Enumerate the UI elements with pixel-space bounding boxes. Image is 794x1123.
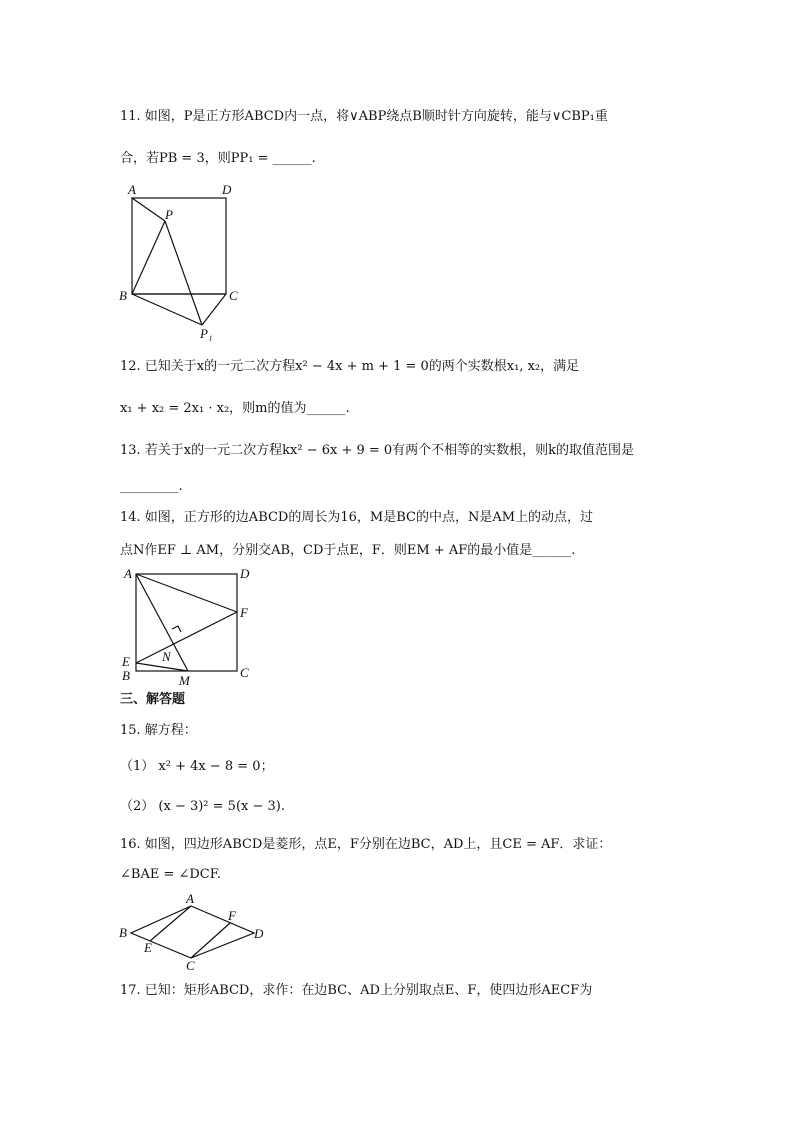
q16-label-F: F <box>228 908 236 923</box>
q13-line1: 13. 若关于x的一元二次方程kx² − 6x + 9 = 0有两个不相等的实数根，则k的取值范围是 <box>120 443 635 458</box>
q15-title: 15. 解方程： <box>120 723 197 738</box>
q11-label-A: A <box>128 182 136 197</box>
section-heading: 三、解答题 <box>120 692 186 707</box>
q11-label-P1: P₁ <box>200 326 213 341</box>
q15-part1: （1） x² + 4x − 8 = 0； <box>120 759 274 774</box>
q11-line1: 11. 如图，P是正方形ABCD内一点，将∨ABP绕点B顺时针方向旋转，能与∨CBP₁重 <box>120 109 608 124</box>
q16-label-D: D <box>254 926 264 941</box>
q14-label-E: E <box>122 654 130 669</box>
q14-label-B: B <box>122 668 130 683</box>
q14-label-F: F <box>240 605 248 620</box>
q14-figure <box>115 562 265 690</box>
q14-line2: 点N作EF ⊥ AM，分别交AB，CD于点E，F．则EM + AF的最小值是______. <box>120 543 576 558</box>
q11-label-B: B <box>119 288 127 303</box>
q15-part2: （2） (x − 3)² = 5(x − 3). <box>120 799 285 814</box>
q16-label-A: A <box>186 891 194 906</box>
q12-line2: x₁ + x₂ = 2x₁ · x₂，则m的值为______. <box>120 401 350 416</box>
q13-line2: _________. <box>120 479 183 494</box>
q11-label-P: P <box>165 207 173 222</box>
q14-line1: 14. 如图，正方形的边ABCD的周长为16，M是BC的中点，N是AM上的动点，过 <box>120 510 594 525</box>
q11-label-C: C <box>229 288 238 303</box>
q11-line2: 合，若PB = 3，则PP₁ = ______. <box>120 151 316 166</box>
q14-label-M: M <box>179 673 190 688</box>
q16-line2: ∠BAE = ∠DCF. <box>120 867 221 882</box>
q16-figure <box>112 890 272 972</box>
q16-label-E: E <box>144 940 152 955</box>
q14-label-D: D <box>240 566 250 581</box>
q14-label-N: N <box>162 649 171 664</box>
q14-label-C: C <box>240 665 249 680</box>
q12-line1: 12. 已知关于x的一元二次方程x² − 4x + m + 1 = 0的两个实数根x₁, x₂，满足 <box>120 359 580 374</box>
q11-label-D: D <box>222 182 232 197</box>
q17-line1: 17. 已知：矩形ABCD，求作：在边BC、AD上分别取点E、F，使四边形AECF为 <box>120 983 593 998</box>
q16-label-B: B <box>119 925 127 940</box>
q16-line1: 16. 如图，四边形ABCD是菱形，点E，F分别在边BC，AD上，且CE = AF．求证： <box>120 837 612 852</box>
q11-figure <box>110 178 260 343</box>
q16-label-C: C <box>186 958 195 972</box>
q14-label-A: A <box>124 566 132 581</box>
